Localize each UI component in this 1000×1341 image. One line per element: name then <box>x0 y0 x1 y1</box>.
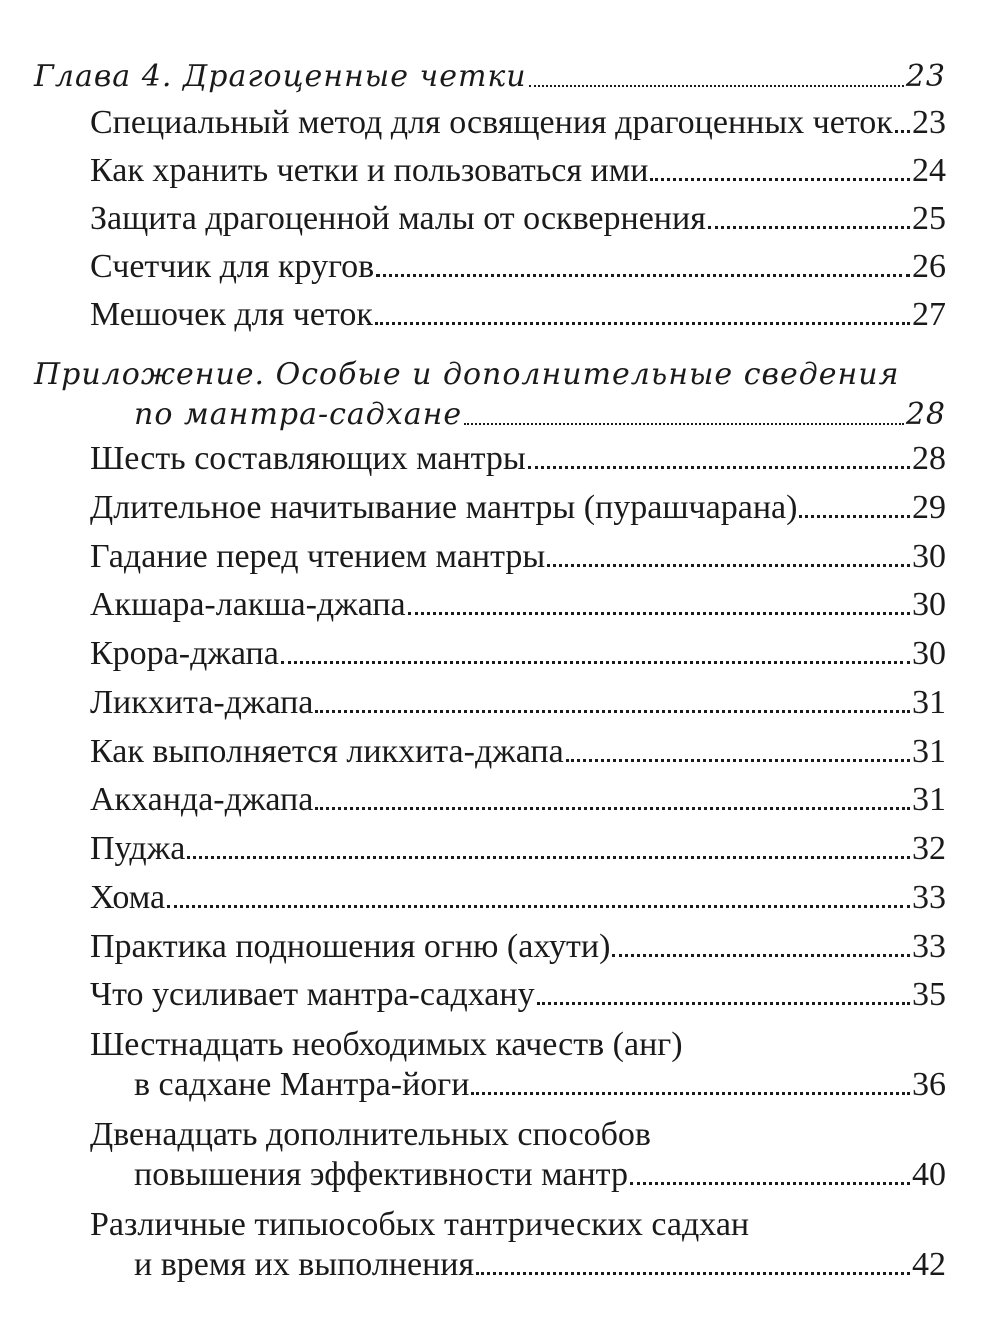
leader-dots <box>167 905 910 908</box>
page-number: 28 <box>905 397 946 432</box>
entry-title: Как выполняется ликхита-джапа <box>90 733 564 770</box>
toc-entry[interactable] <box>90 970 946 1016</box>
page-number: 30 <box>912 538 946 575</box>
leader-dots <box>547 564 910 567</box>
leader-dots <box>708 226 910 229</box>
page-number: 26 <box>912 248 946 285</box>
toc-entry[interactable] <box>90 483 946 529</box>
page-number: 29 <box>912 489 946 526</box>
toc-entry[interactable] <box>90 678 946 724</box>
entry-title: Шестнадцать необходимых качеств (анг) <box>90 1026 683 1063</box>
toc-entry[interactable] <box>90 824 946 870</box>
leader-dots <box>529 85 904 87</box>
page-number: 31 <box>912 781 946 818</box>
toc-entry[interactable] <box>90 290 946 336</box>
leader-dots <box>315 807 910 810</box>
page-number: 31 <box>912 684 946 721</box>
page-number: 40 <box>912 1156 946 1193</box>
entry-title: Длительное начитывание мантры (пурашчарана) <box>90 489 798 526</box>
entry-title: Практика подношения огню (ахути) <box>90 928 611 965</box>
toc-entry[interactable] <box>90 922 946 968</box>
toc-entry[interactable] <box>90 580 946 626</box>
page-number: 24 <box>912 152 946 189</box>
entry-title: Хома <box>90 879 166 916</box>
leader-dots <box>376 274 910 277</box>
entry-title: Акшара-лакша-джапа <box>90 586 406 623</box>
toc-entry[interactable] <box>90 194 946 240</box>
appendix-title-continued: по мантра-садхане <box>134 397 463 432</box>
toc-entry[interactable] <box>90 532 946 578</box>
entry-title: Акханда-джапа <box>90 781 314 818</box>
page-number: 23 <box>905 59 946 94</box>
page-number: 30 <box>912 586 946 623</box>
toc-entry-line2[interactable] <box>134 1060 946 1106</box>
leader-dots <box>799 515 910 518</box>
toc-entry-line2[interactable] <box>134 1150 946 1196</box>
entry-title: Мешочек для четок <box>90 296 373 333</box>
leader-dots <box>895 130 910 133</box>
leader-dots <box>464 423 904 425</box>
entry-title-continued: повышения эффективности мантр <box>134 1156 628 1193</box>
entry-title: Гадание перед чтением мантры <box>90 538 546 575</box>
entry-title-continued: в садхане Мантра-йоги <box>134 1066 470 1103</box>
toc-entry[interactable] <box>90 727 946 773</box>
entry-title: Специальный метод для освящения драгоценных четок <box>90 104 893 141</box>
entry-title: Крора-джапа <box>90 635 279 672</box>
entry-title: Счетчик для кругов <box>90 248 375 285</box>
leader-dots <box>612 954 910 957</box>
page-number: 31 <box>912 733 946 770</box>
toc-entry[interactable] <box>90 146 946 192</box>
appendix-heading-line2[interactable] <box>134 388 946 434</box>
toc-entry[interactable] <box>90 629 946 675</box>
entry-title: Различные типыособых тантрических садхан <box>90 1206 750 1243</box>
leader-dots <box>187 856 910 859</box>
toc-entry[interactable] <box>90 98 946 144</box>
appendix-title: Приложение. Особые и дополнительные сведения <box>34 357 900 392</box>
leader-dots <box>375 322 910 325</box>
toc-entry[interactable] <box>90 873 946 919</box>
entry-title: Двенадцать дополнительных способов <box>90 1116 651 1153</box>
page-number: 36 <box>912 1066 946 1103</box>
page-number: 33 <box>912 928 946 965</box>
leader-dots <box>408 612 910 615</box>
entry-title: Как хранить четки и пользоваться ими <box>90 152 649 189</box>
leader-dots <box>315 710 910 713</box>
entry-title: Ликхита-джапа <box>90 684 314 721</box>
entry-title: Что усиливает мантра-садхану <box>90 976 535 1013</box>
page-number: 42 <box>912 1246 946 1283</box>
toc-entry-line2[interactable] <box>134 1240 946 1286</box>
page-number: 27 <box>912 296 946 333</box>
entry-title: Пуджа <box>90 830 186 867</box>
leader-dots <box>471 1092 910 1095</box>
toc-entry[interactable] <box>90 242 946 288</box>
chapter-heading[interactable] <box>34 50 946 96</box>
page-number: 35 <box>912 976 946 1013</box>
entry-title: Шесть составляющих мантры <box>90 440 526 477</box>
page-number: 32 <box>912 830 946 867</box>
entry-title-continued: и время их выполнения <box>134 1246 475 1283</box>
leader-dots <box>630 1182 910 1185</box>
toc-entry[interactable] <box>90 775 946 821</box>
toc-entry[interactable] <box>90 434 946 480</box>
leader-dots <box>476 1272 910 1275</box>
page-number: 28 <box>912 440 946 477</box>
chapter-title: Глава 4. Драгоценные четки <box>34 59 527 94</box>
leader-dots <box>650 178 910 181</box>
page-number: 25 <box>912 200 946 237</box>
leader-dots <box>528 466 910 469</box>
entry-title: Защита драгоценной малы от осквернения <box>90 200 706 237</box>
page-number: 33 <box>912 879 946 916</box>
leader-dots <box>281 661 910 664</box>
page-number: 23 <box>912 104 946 141</box>
leader-dots <box>537 1002 910 1005</box>
leader-dots <box>566 759 910 762</box>
page-number: 30 <box>912 635 946 672</box>
